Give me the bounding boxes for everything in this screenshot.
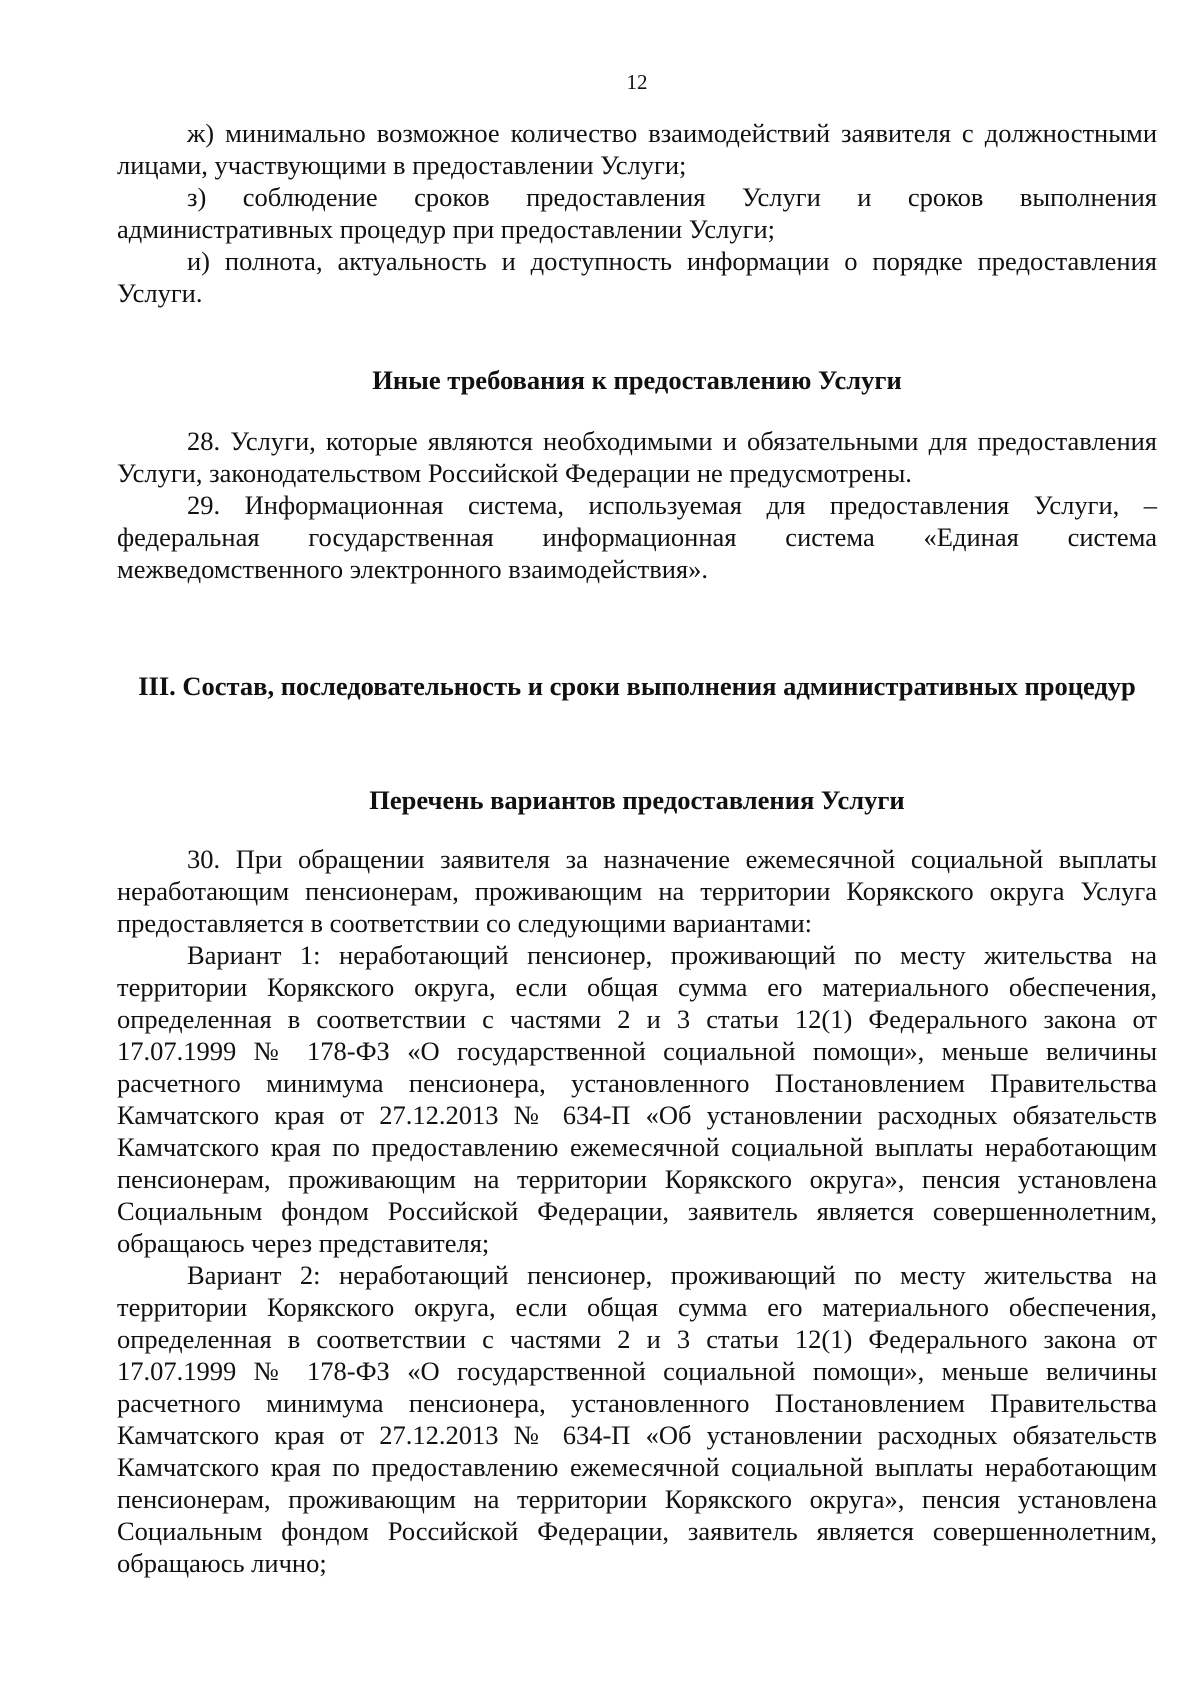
quality-criteria-list — [117, 117, 1157, 309]
page-number: 12 — [626, 70, 648, 94]
paragraph-29: 29. Информационная система, используемая для предоставления Услуги, – федеральная государственная информационная система «Единая система межведомственного электронного взаимодействия». — [117, 490, 1157, 584]
paragraph-28: 28. Услуги, которые являются необходимыми и обязательными для предоставления Услуги, законодательством Российской Федерации не предусмотрены. — [117, 426, 1157, 488]
paragraph-30: 30. При обращении заявителя за назначение ежемесячной социальной выплаты неработающим пенсионерам, проживающим на территории Корякского округа Услуга предоставляется в соответствии со следующими вариантами: — [117, 844, 1157, 938]
variants-section — [117, 843, 1157, 1579]
criterion-z: з) соблюдение сроков предоставления Услуги и сроков выполнения административных процедур при предоставлении Услуги; — [117, 182, 1157, 244]
criterion-zh: ж) минимально возможное количество взаимодействий заявителя с должностными лицами, участвующими в предоставлении Услуги; — [117, 118, 1157, 180]
criterion-i: и) полнота, актуальность и доступность информации о порядке предоставления Услуги. — [117, 246, 1157, 308]
chapter-heading-iii: III. Состав, последовательность и сроки выполнения административных процедур — [138, 671, 1136, 701]
section-heading-variants: Перечень вариантов предоставления Услуги — [369, 785, 905, 815]
variant-2: Вариант 2: неработающий пенсионер, проживающий по месту жительства на территории Корякского округа, если общая сумма его материального обеспечения, определенная в соответствии с частями 2 и 3 статьи 12(1) Федерального закона от 17.07.1999 № 178-ФЗ «О государственной социальной помощи», меньше величины расчетного минимума пенсионера, установленного Постановлением Правительства Камчатского края от 27.12.2013 № 634-П «Об установлении расходных обязательств Камчатского края по предоставлению ежемесячной социальной выплаты неработающим пенсионерам, проживающим на территории Корякского округа», пенсия установлена Социальным фондом Российской Федерации, заявитель является совершеннолетним, обращаюсь лично; — [117, 1260, 1157, 1578]
other-requirements-section — [117, 425, 1157, 585]
section-heading-other-requirements: Иные требования к предоставлению Услуги — [372, 365, 902, 395]
variant-1: Вариант 1: неработающий пенсионер, проживающий по месту жительства на территории Корякского округа, если общая сумма его материального обеспечения, определенная в соответствии с частями 2 и 3 статьи 12(1) Федерального закона от 17.07.1999 № 178-ФЗ «О государственной социальной помощи», меньше величины расчетного минимума пенсионера, установленного Постановлением Правительства Камчатского края от 27.12.2013 № 634-П «Об установлении расходных обязательств Камчатского края по предоставлению ежемесячной социальной выплаты неработающим пенсионерам, проживающим на территории Корякского округа», пенсия установлена Социальным фондом Российской Федерации, заявитель является совершеннолетним, обращаюсь через представителя; — [117, 940, 1157, 1258]
